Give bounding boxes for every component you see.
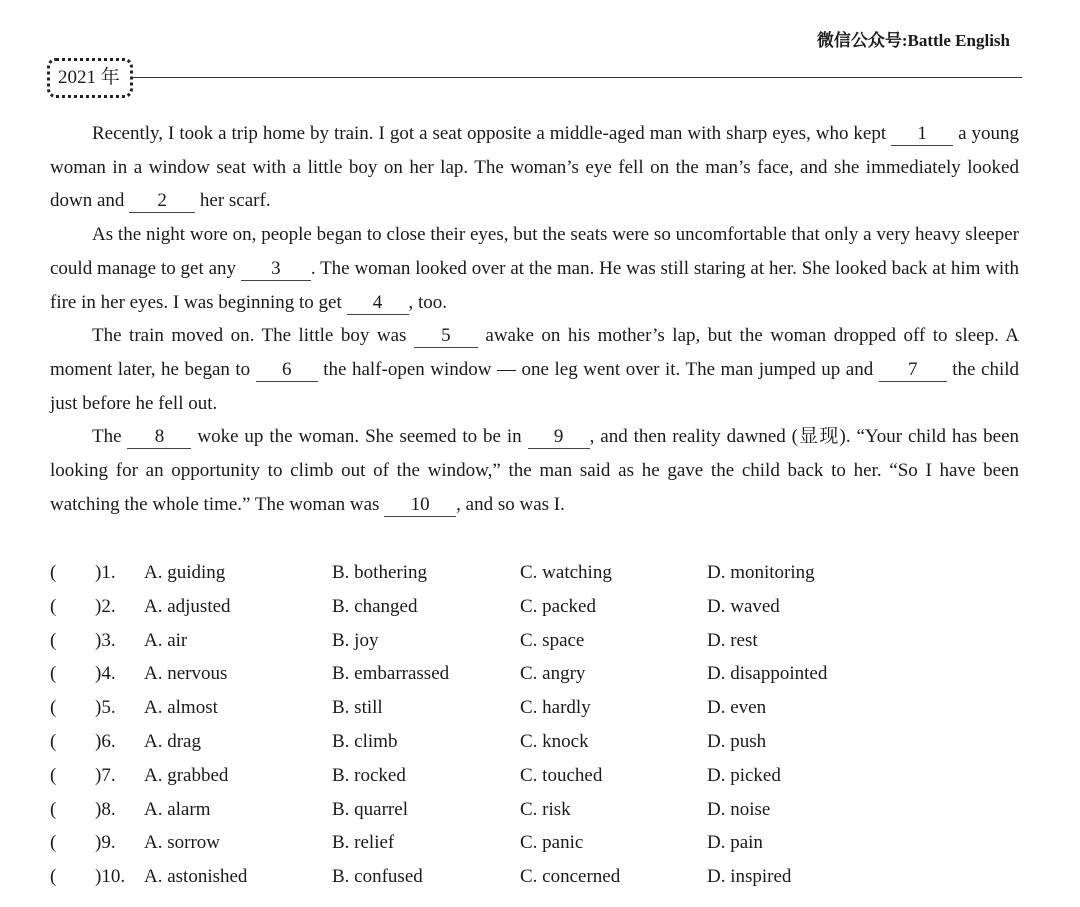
option-d[interactable]: D. pain xyxy=(707,832,763,854)
passage-text: The train moved on. The little boy was xyxy=(92,325,414,347)
option-d[interactable]: D. noise xyxy=(707,798,771,820)
passage-text: , too. xyxy=(408,291,448,313)
answer-paren[interactable]: ( xyxy=(50,764,57,786)
question-number: )9. xyxy=(95,832,116,854)
option-b[interactable]: B. rocked xyxy=(332,764,406,786)
question-row xyxy=(50,793,1030,827)
question-row xyxy=(50,759,1030,793)
section-header xyxy=(47,58,1022,98)
option-d[interactable]: D. picked xyxy=(707,764,781,786)
option-c[interactable]: C. concerned xyxy=(520,866,621,888)
option-b[interactable]: B. climb xyxy=(332,730,398,752)
option-a[interactable]: A. astonished xyxy=(144,866,248,888)
answer-paren[interactable]: ( xyxy=(50,798,57,820)
passage-text: her scarf. xyxy=(195,190,271,212)
answer-paren[interactable]: ( xyxy=(50,697,57,719)
passage-paragraph xyxy=(50,218,1019,319)
option-b[interactable]: B. changed xyxy=(332,595,418,617)
option-b[interactable]: B. still xyxy=(332,697,383,719)
question-row xyxy=(50,691,1030,725)
answer-blank[interactable]: 2 xyxy=(129,190,195,213)
option-b[interactable]: B. confused xyxy=(332,866,423,888)
answer-paren[interactable]: ( xyxy=(50,663,57,685)
answer-blank[interactable]: 1 xyxy=(891,123,953,146)
question-number: )1. xyxy=(95,562,116,583)
answer-blank[interactable]: 4 xyxy=(347,292,409,315)
passage-text: . The woman looked over at the man. He was still staring at her. She looked back at him with fire in her eyes. I was beginning to get xyxy=(50,257,1019,313)
option-d[interactable]: D. rest xyxy=(707,629,758,651)
answer-paren[interactable]: ( xyxy=(50,595,57,617)
question-row xyxy=(50,725,1030,759)
option-c[interactable]: C. touched xyxy=(520,764,603,786)
answer-blank[interactable]: 7 xyxy=(879,359,947,382)
passage-paragraph xyxy=(50,319,1019,420)
answer-paren[interactable]: ( xyxy=(50,866,57,888)
question-row xyxy=(50,860,1030,894)
option-c[interactable]: C. risk xyxy=(520,798,571,820)
answer-blank[interactable]: 8 xyxy=(127,426,191,449)
question-list xyxy=(50,556,1030,894)
option-c[interactable]: C. angry xyxy=(520,663,586,685)
option-c[interactable]: C. knock xyxy=(520,730,589,752)
question-number: )10. xyxy=(95,866,126,888)
cloze-passage xyxy=(50,117,1019,521)
question-row xyxy=(50,624,1030,658)
answer-paren[interactable]: ( xyxy=(50,562,57,583)
passage-text: the child just before he fell out. xyxy=(50,358,1019,414)
year-badge: 2021 年 xyxy=(47,58,133,98)
question-number: )3. xyxy=(95,629,116,651)
option-a[interactable]: A. adjusted xyxy=(144,595,231,617)
question-number: )8. xyxy=(95,798,116,820)
option-c[interactable]: C. hardly xyxy=(520,697,591,719)
passage-text: The xyxy=(92,426,128,448)
passage-text: a young woman in a window seat with a little boy on her lap. The woman’s eye fell on the man’s face, and she immediately looked down and xyxy=(50,123,1020,212)
option-d[interactable]: D. monitoring xyxy=(707,562,815,583)
option-a[interactable]: A. guiding xyxy=(144,562,226,583)
option-b[interactable]: B. joy xyxy=(332,629,379,651)
answer-blank[interactable]: 3 xyxy=(241,258,311,281)
answer-paren[interactable]: ( xyxy=(50,629,57,651)
passage-text: woke up the woman. She seemed to be in xyxy=(191,426,528,448)
option-b[interactable]: B. embarrassed xyxy=(332,663,450,685)
question-number: )6. xyxy=(95,730,116,752)
option-a[interactable]: A. almost xyxy=(144,697,218,719)
answer-blank[interactable]: 5 xyxy=(414,325,478,348)
passage-text: , and so was I. xyxy=(456,493,565,515)
option-c[interactable]: C. space xyxy=(520,629,585,651)
answer-paren[interactable]: ( xyxy=(50,730,57,752)
option-a[interactable]: A. sorrow xyxy=(144,832,220,854)
option-c[interactable]: C. packed xyxy=(520,595,596,617)
passage-text: the half-open window — one leg went over it. The man jumped up and xyxy=(317,358,879,380)
answer-blank[interactable]: 9 xyxy=(528,426,590,449)
option-d[interactable]: D. disappointed xyxy=(707,663,828,685)
question-number: )5. xyxy=(95,697,116,719)
option-c[interactable]: C. panic xyxy=(520,832,584,854)
option-d[interactable]: D. inspired xyxy=(707,866,792,888)
option-a[interactable]: A. alarm xyxy=(144,798,211,820)
passage-text: , and then reality dawned (显现). “Your child has been looking for an opportunity to climb out of the window,” the man said as he gave the child back to her. “So I have been watching the whole time.” The woman was xyxy=(50,426,1019,515)
question-number: )7. xyxy=(95,764,116,786)
header-note: 微信公众号:Battle English xyxy=(816,31,1010,50)
question-number: )4. xyxy=(95,663,116,685)
option-b[interactable]: B. quarrel xyxy=(332,798,408,820)
answer-blank[interactable]: 10 xyxy=(384,494,456,517)
question-row xyxy=(50,556,1030,590)
option-c[interactable]: C. watching xyxy=(520,562,612,583)
question-row xyxy=(50,590,1030,624)
passage-paragraph xyxy=(50,117,1019,218)
option-d[interactable]: D. push xyxy=(707,730,767,752)
option-b[interactable]: B. bothering xyxy=(332,562,427,583)
answer-paren[interactable]: ( xyxy=(50,832,57,854)
passage-text: Recently, I took a trip home by train. I got a seat opposite a middle-aged man with sharp eyes, who kept xyxy=(92,123,892,144)
option-a[interactable]: A. grabbed xyxy=(144,764,229,786)
passage-text: awake on his mother’s lap, but the woman dropped off to sleep. A moment later, he began to xyxy=(50,325,1020,380)
question-row xyxy=(50,657,1030,691)
option-d[interactable]: D. even xyxy=(707,697,767,719)
question-number: )2. xyxy=(95,595,116,617)
section-divider xyxy=(133,77,1022,78)
option-b[interactable]: B. relief xyxy=(332,832,395,854)
answer-blank[interactable]: 6 xyxy=(256,359,318,382)
option-a[interactable]: A. drag xyxy=(144,730,201,752)
question-row xyxy=(50,826,1030,860)
option-a[interactable]: A. air xyxy=(144,629,188,651)
option-a[interactable]: A. nervous xyxy=(144,663,228,685)
passage-text: As the night wore on, people began to close their eyes, but the seats were so uncomfortable that only a very heavy sleeper could manage to get any xyxy=(50,224,1019,279)
passage-paragraph xyxy=(50,420,1019,521)
option-d[interactable]: D. waved xyxy=(707,595,780,617)
